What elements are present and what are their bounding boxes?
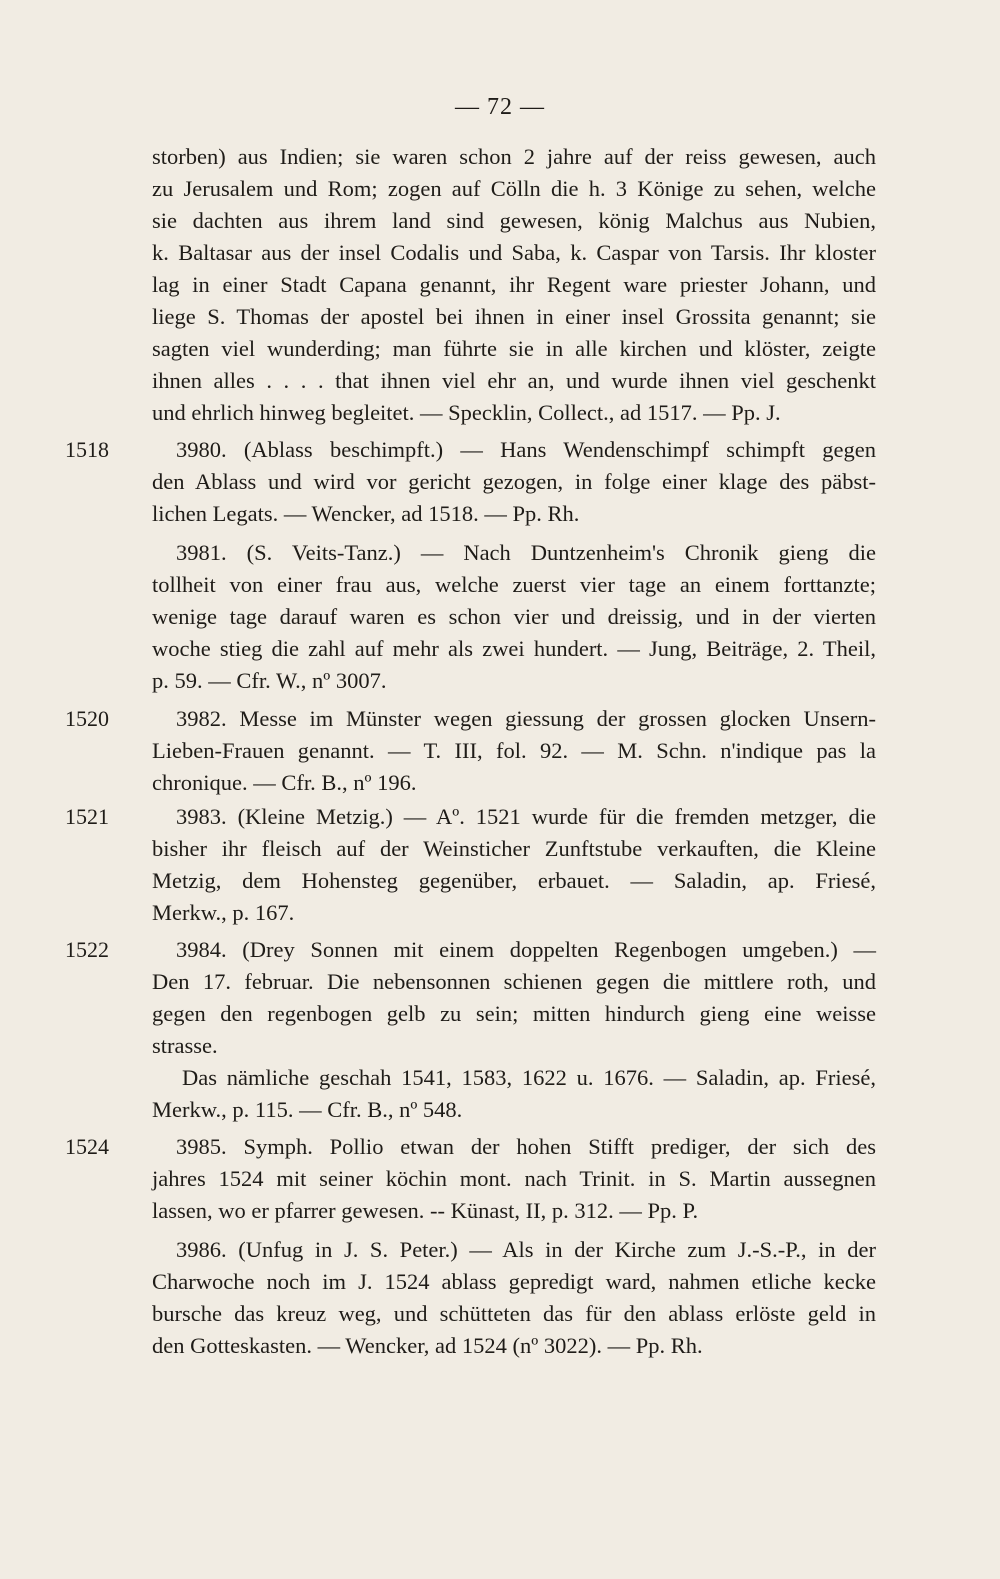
entry-3982: 3982. Messe im Münster wegen giessung der grossen glocken Unsern- <box>176 706 876 731</box>
entry-3981: 3981. (S. Veits-Tanz.) — Nach Duntzenheim's Chronik gieng die <box>176 540 876 565</box>
text-line: sie dachten aus ihrem land sind gewesen, könig Malchus aus Nubien, <box>152 208 876 233</box>
entry-3980: 3980. (Ablass beschimpft.) — Hans Wendenschimpf schimpft gegen <box>176 437 876 462</box>
margin-year: 1518 <box>65 437 109 462</box>
text-line: Metzig, dem Hohensteg gegenüber, erbauet. — Saladin, ap. Friesé, <box>152 868 876 893</box>
text-line: Merkw., p. 115. — Cfr. B., nº 548. <box>152 1097 463 1122</box>
text-line: Charwoche noch im J. 1524 ablass gepredigt ward, nahmen etliche kecke <box>152 1269 876 1294</box>
text-line: den Ablass und wird vor gericht gezogen, in folge einer klage des päbst- <box>152 469 876 494</box>
entry-3986: 3986. (Unfug in J. S. Peter.) — Als in der Kirche zum J.-S.-P., in der <box>176 1237 876 1262</box>
text-line: Das nämliche geschah 1541, 1583, 1622 u. 1676. — Saladin, ap. Friesé, <box>182 1065 876 1090</box>
margin-year: 1520 <box>65 706 109 731</box>
text-line: zu Jerusalem und Rom; zogen auf Cölln die h. 3 Könige zu sehen, welche <box>152 176 876 201</box>
text-line: storben) aus Indien; sie waren schon 2 jahre auf der reiss gewesen, auch <box>152 144 876 169</box>
text-line: bursche das kreuz weg, und schütteten das für den ablass erlöste geld in <box>152 1301 876 1326</box>
text-line: Lieben-Frauen genannt. — T. III, fol. 92. — M. Schn. n'indique pas la <box>152 738 876 763</box>
text-line: lag in einer Stadt Capana genannt, ihr Regent ware priester Johann, und <box>152 272 876 297</box>
margin-year: 1522 <box>65 937 109 962</box>
text-line: den Gotteskasten. — Wencker, ad 1524 (nº 3022). — Pp. Rh. <box>152 1333 703 1358</box>
entry-3984: 3984. (Drey Sonnen mit einem doppelten Regenbogen umgeben.) — <box>176 937 876 962</box>
text-line: Merkw., p. 167. <box>152 900 295 925</box>
text-line: woche stieg die zahl auf mehr als zwei hundert. — Jung, Beiträge, 2. Theil, <box>152 636 876 661</box>
entry-3985: 3985. Symph. Pollio etwan der hohen Stifft prediger, der sich des <box>176 1134 876 1159</box>
text-line: bisher ihr fleisch auf der Weinsticher Zunftstube verkauften, die Kleine <box>152 836 876 861</box>
page-number: — 72 — <box>455 94 545 120</box>
text-line: liege S. Thomas der apostel bei ihnen in einer insel Grossita genannt; sie <box>152 304 876 329</box>
text-line: chronique. — Cfr. B., nº 196. <box>152 770 417 795</box>
entry-3983: 3983. (Kleine Metzig.) — Aº. 1521 wurde für die fremden metzger, die <box>176 804 876 829</box>
text-line: sagten viel wunderding; man führte sie in alle kirchen und klöster, zeigte <box>152 336 876 361</box>
text-line: jahres 1524 mit seiner köchin mont. nach Trinit. in S. Martin aussegnen <box>152 1166 876 1191</box>
margin-year: 1521 <box>65 804 109 829</box>
text-line: strasse. <box>152 1033 218 1058</box>
text-line: Den 17. februar. Die nebensonnen schienen gegen die mittlere roth, und <box>152 969 876 994</box>
text-line: p. 59. — Cfr. W., nº 3007. <box>152 668 387 693</box>
text-line: lassen, wo er pfarrer gewesen. -- Künast, II, p. 312. — Pp. P. <box>152 1198 699 1223</box>
text-line: k. Baltasar aus der insel Codalis und Saba, k. Caspar von Tarsis. Ihr kloster <box>152 240 876 265</box>
text-line: lichen Legats. — Wencker, ad 1518. — Pp. Rh. <box>152 501 580 526</box>
text-line: und ehrlich hinweg begleitet. — Specklin, Collect., ad 1517. — Pp. J. <box>152 400 781 425</box>
text-line: gegen den regenbogen gelb zu sein; mitten hindurch gieng eine weisse <box>152 1001 876 1026</box>
margin-year: 1524 <box>65 1134 109 1159</box>
text-line: wenige tage darauf waren es schon vier und dreissig, und in der vierten <box>152 604 876 629</box>
text-line: ihnen alles . . . . that ihnen viel ehr an, und wurde ihnen viel geschenkt <box>152 368 876 393</box>
text-line: tollheit von einer frau aus, welche zuerst vier tage an einem forttanzte; <box>152 572 876 597</box>
